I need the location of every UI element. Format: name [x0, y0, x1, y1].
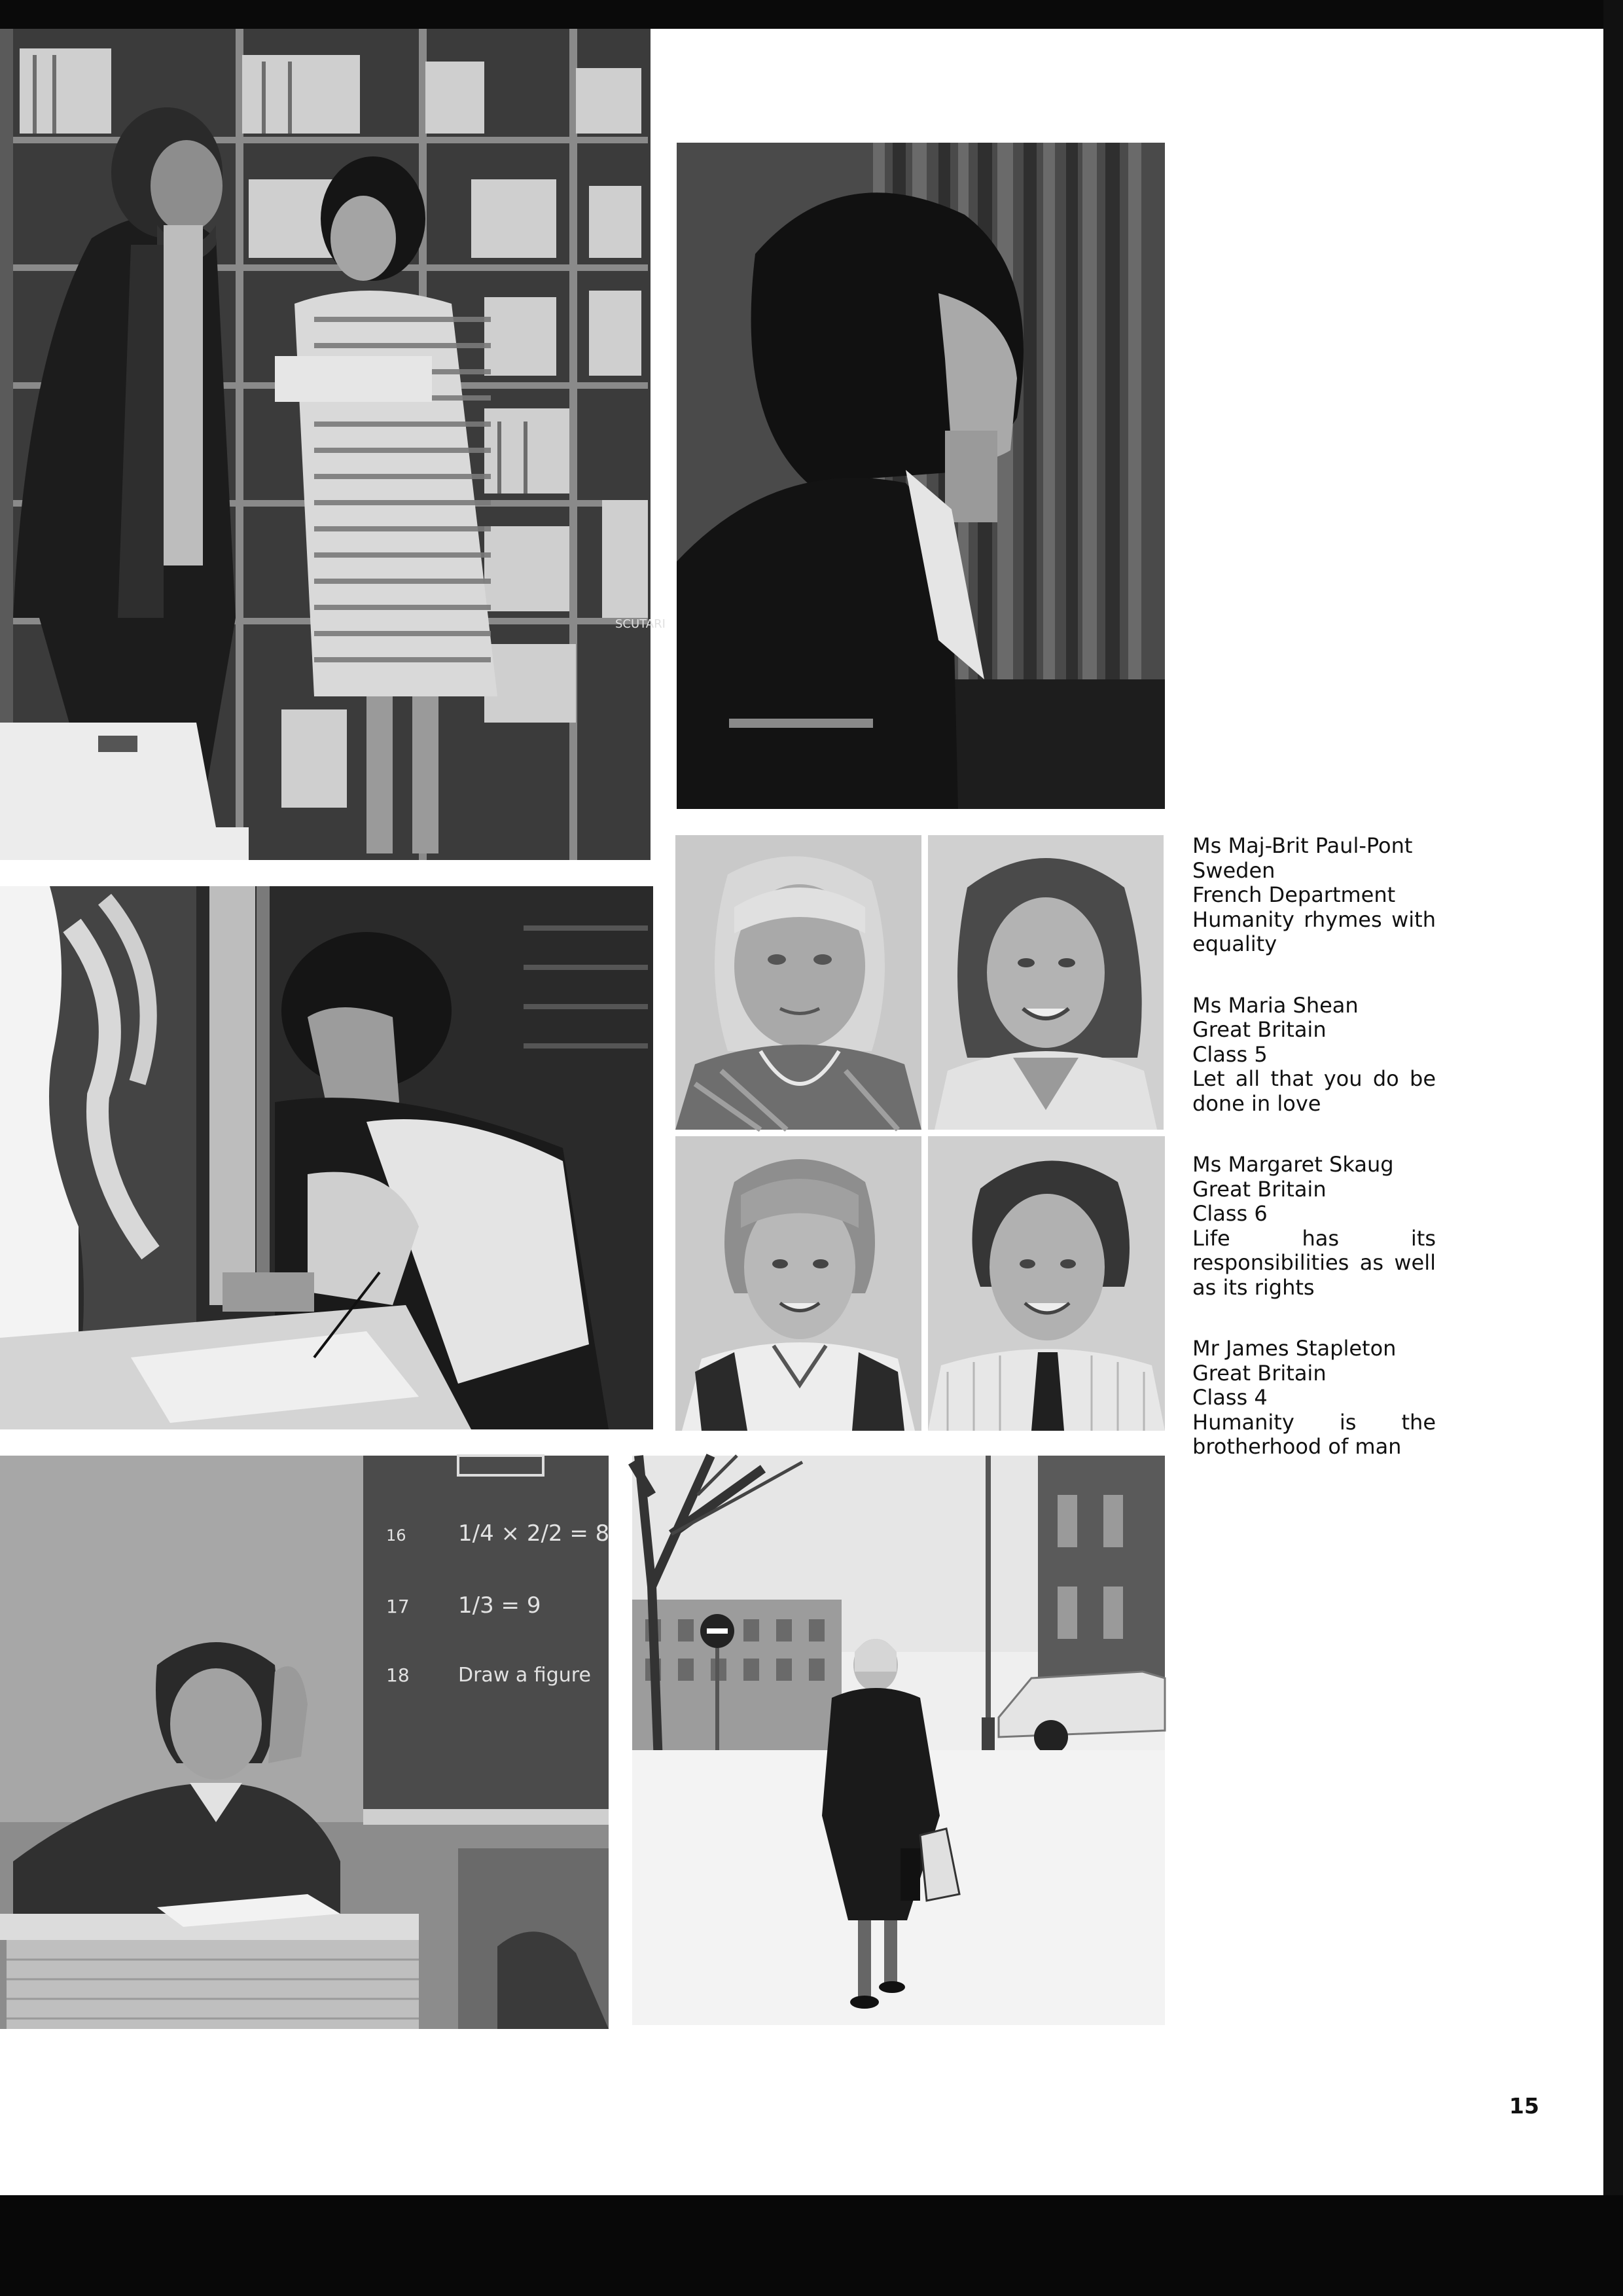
staff-captions	[1192, 834, 1436, 1496]
staff-name: Ms Maj-Brit Paul-Pont	[1192, 833, 1413, 858]
staff-role: Class 6	[1192, 1201, 1268, 1226]
chalk-line-2: 1/3 = 9	[458, 1592, 541, 1619]
staff-motto: Let all that you do be done in love	[1192, 1066, 1436, 1116]
staff-country: Great Britain	[1192, 1360, 1327, 1386]
staff-name: Mr James Stapleton	[1192, 1336, 1397, 1361]
portrait-james-stapleton	[928, 1136, 1165, 1431]
yearbook-page	[0, 29, 1603, 2195]
chalk-line-3: Draw a figure	[458, 1664, 591, 1687]
staff-country: Great Britain	[1192, 1017, 1327, 1042]
bottom-scan-border	[0, 2195, 1623, 2296]
caption-entry	[1192, 994, 1436, 1117]
chalk-line-1: 1/4 × 2/2 = 8	[458, 1520, 610, 1547]
photo-student-chalkboard	[0, 1456, 609, 2029]
staff-motto: Life has its responsibilities as well as its rights	[1192, 1225, 1436, 1300]
staff-name: Ms Maria Shean	[1192, 992, 1359, 1018]
right-scan-border	[1603, 0, 1623, 2296]
chalk-number-17: 17	[386, 1596, 410, 1617]
caption-entry	[1192, 1336, 1436, 1460]
staff-country: Sweden	[1192, 857, 1275, 883]
staff-country: Great Britain	[1192, 1176, 1327, 1202]
top-scan-border	[0, 0, 1623, 29]
portrait-maj-brit-paul-pont	[675, 835, 921, 1130]
staff-role: French Department	[1192, 882, 1396, 907]
caption-entry	[1192, 1153, 1436, 1300]
chalk-number-18: 18	[386, 1664, 410, 1686]
staff-motto: Humanity rhymes with equality	[1192, 906, 1436, 956]
portrait-maria-shean	[928, 835, 1164, 1130]
staff-role: Class 5	[1192, 1041, 1268, 1067]
photo-library-teachers	[0, 29, 666, 860]
chalk-number-16: 16	[386, 1526, 406, 1545]
caption-entry	[1192, 834, 1436, 957]
photo-teacher-profile	[677, 143, 1165, 809]
page-number: 15	[1509, 2093, 1539, 2119]
book-spine-text: SCUTARI	[615, 617, 666, 631]
staff-role: Class 4	[1192, 1385, 1268, 1410]
staff-motto: Humanity is the brotherhood of man	[1192, 1409, 1436, 1459]
photo-teacher-walking	[632, 1456, 1165, 2025]
staff-name: Ms Margaret Skaug	[1192, 1152, 1394, 1177]
portrait-margaret-skaug	[675, 1136, 921, 1431]
photo-student-writing	[0, 886, 653, 1429]
